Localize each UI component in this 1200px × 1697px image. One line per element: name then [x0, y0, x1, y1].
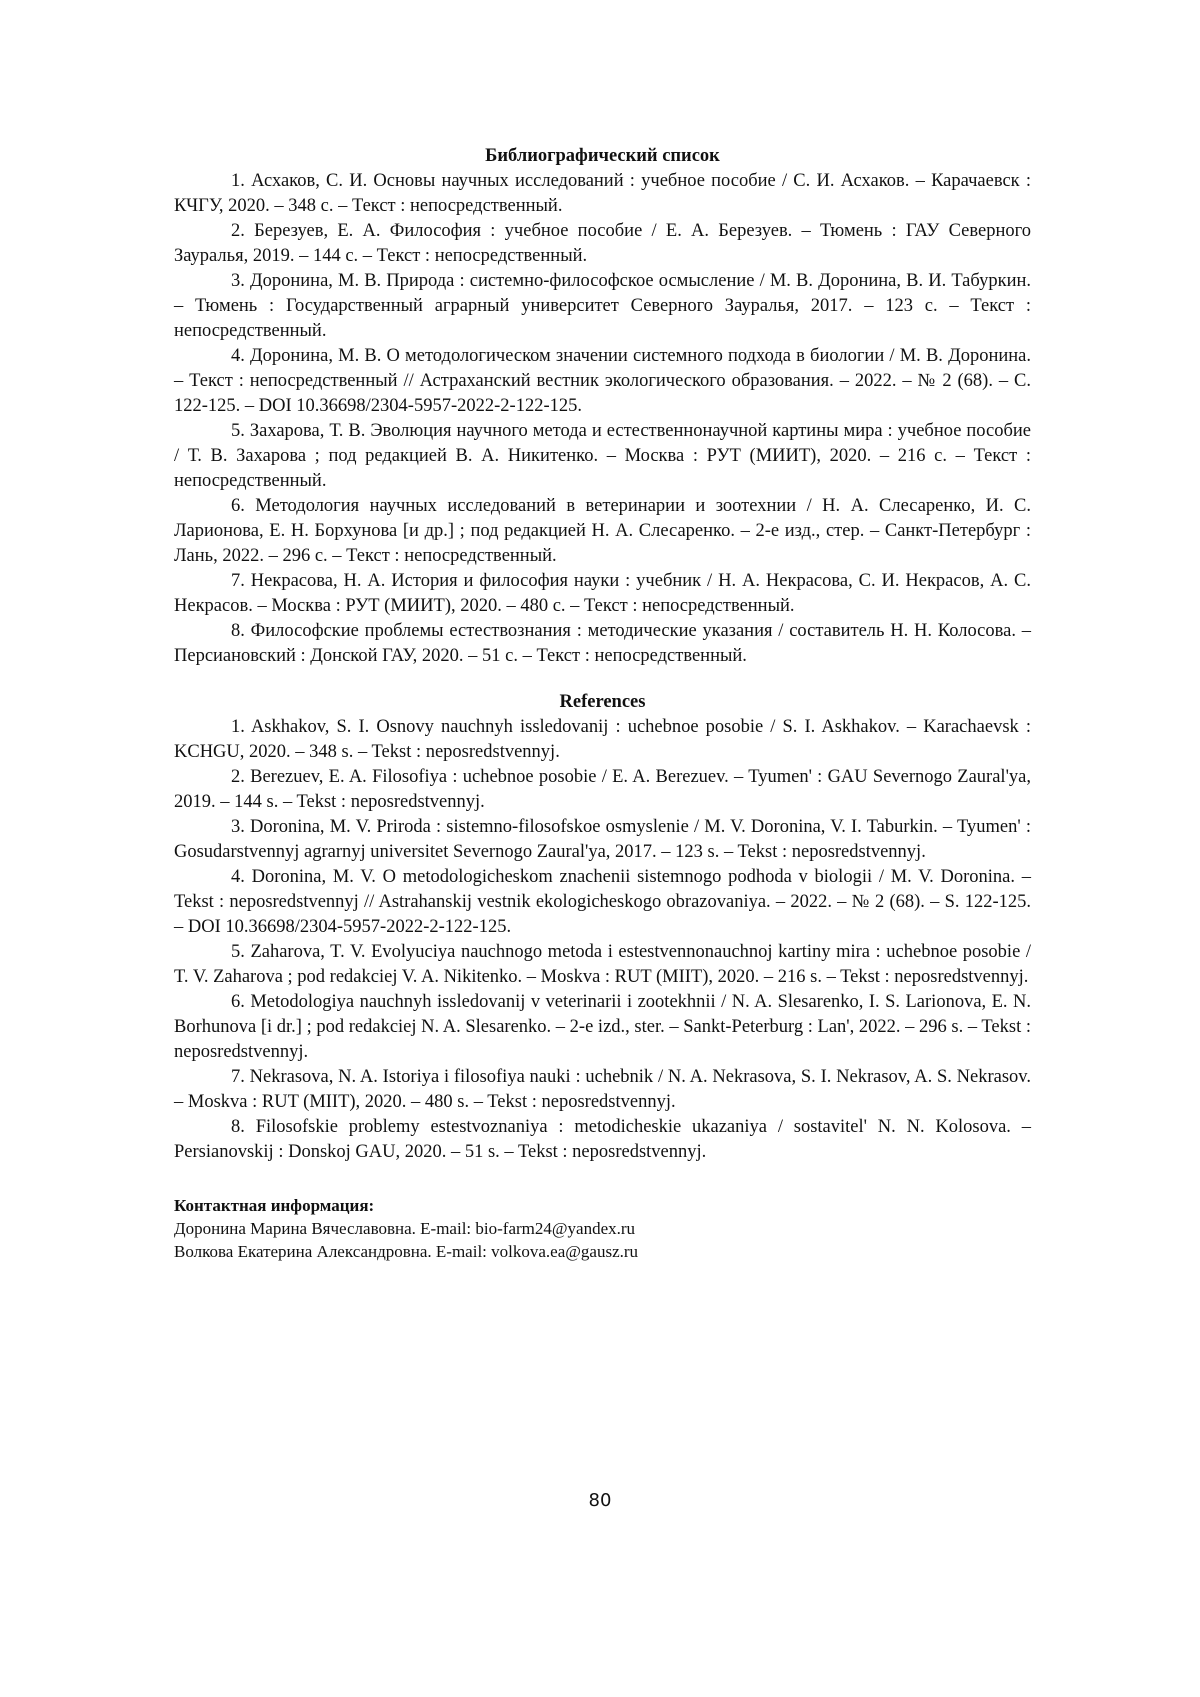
bibliography-item: 6. Методология научных исследований в ветеринарии и зоотехнии / Н. А. Слесаренко, И. С. Ларионова, Е. Н. Борхунова [и др.] ; под редакцией Н. А. Слесаренко. – 2-е изд., стер. – Санкт-Петербург : Лань, 2022. – 296 с. – Текст : непосредственный.: [174, 496, 1031, 566]
reference-item: 7. Nekrasova, N. A. Istoriya i filosofiya nauki : uchebnik / N. A. Nekrasova, S. I. Nekrasov, A. S. Nekrasov. – Moskva : RUT (MIIT), 2020. – 480 s. – Tekst : neposredstvennyj.: [174, 1067, 1031, 1112]
bibliography-item: 7. Некрасова, Н. А. История и философия науки : учебник / Н. А. Некрасова, С. И. Некрасов, А. С. Некрасов. – Москва : РУТ (МИИТ), 2020. – 480 с. – Текст : непосредственный.: [174, 571, 1031, 616]
bibliography-list: [174, 169, 1031, 669]
bibliography-item: 2. Березуев, Е. А. Философия : учебное пособие / Е. А. Березуев. – Тюмень : ГАУ Северного Зауралья, 2019. – 144 с. – Текст : непосредственный.: [174, 221, 1031, 266]
contact-line: Волкова Екатерина Александровна. E-mail: volkova.ea@gausz.ru: [174, 1242, 639, 1261]
bibliography-item: 1. Асхаков, С. И. Основы научных исследований : учебное пособие / С. И. Асхаков. – Карачаевск : КЧГУ, 2020. – 348 с. – Текст : непосредственный.: [174, 171, 1031, 216]
reference-item: 1. Askhakov, S. I. Osnovy nauchnyh issledovanij : uchebnoe posobie / S. I. Askhakov. – Karachaevsk : KCHGU, 2020. – 348 s. – Tekst : neposredstvennyj.: [174, 717, 1031, 762]
reference-item: 2. Berezuev, E. A. Filosofiya : uchebnoe posobie / E. A. Berezuev. – Tyumen' : GAU Severnogo Zaural'ya, 2019. – 144 s. – Tekst : neposredstvennyj.: [174, 767, 1031, 812]
reference-item: 8. Filosofskie problemy estestvoznaniya : metodicheskie ukazaniya / sostavitel' N. N. Kolosova. – Persianovskij : Donskoj GAU, 2020. – 51 s. – Tekst : neposredstvennyj.: [174, 1117, 1031, 1162]
page-number: 80: [588, 1490, 612, 1511]
reference-item: 3. Doronina, M. V. Priroda : sistemno-filosofskoe osmyslenie / M. V. Doronina, V. I. Taburkin. – Tyumen' : Gosudarstvennyj agrarnyj universitet Severnogo Zaural'ya, 2017. – 123 s. – Tekst : neposredstvennyj.: [174, 817, 1031, 862]
reference-item: 5. Zaharova, T. V. Evolyuciya nauchnogo metoda i estestvennonauchnoj kartiny mira : uchebnoe posobie / T. V. Zaharova ; pod redakciej V. A. Nikitenko. – Moskva : RUT (MIIT), 2020. – 216 s. – Tekst : neposredstvennyj.: [174, 942, 1031, 987]
reference-item: 6. Metodologiya nauchnyh issledovanij v veterinarii i zootekhnii / N. A. Slesarenko, I. S. Larionova, E. N. Borhunova [i dr.] ; pod redakciej N. A. Slesarenko. – 2-e izd., ster. – Sankt-Peterburg : Lan', 2022. – 296 s. – Tekst : neposredstvennyj.: [174, 992, 1031, 1062]
contact-title: Контактная информация:: [174, 1196, 375, 1215]
bibliography-item: 4. Доронина, М. В. О методологическом значении системного подхода в биологии / М. В. Доронина. – Текст : непосредственный // Астраханский вестник экологического образования. – 2022. – № 2 (68). – С. 122-125. – DOI 10.36698/2304-5957-2022-2-122-125.: [174, 346, 1031, 416]
references-list: [174, 715, 1031, 1165]
page-content: [174, 144, 1031, 1263]
bibliography-item: 5. Захарова, Т. В. Эволюция научного метода и естественнонаучной картины мира : учебное пособие / Т. В. Захарова ; под редакцией В. А. Никитенко. – Москва : РУТ (МИИТ), 2020. – 216 с. – Текст : непосредственный.: [174, 421, 1031, 491]
references-title: References: [559, 692, 646, 712]
bibliography-item: 8. Философские проблемы естествознания : методические указания / составитель Н. Н. Колосова. – Персиановский : Донской ГАУ, 2020. – 51 с. – Текст : непосредственный.: [174, 621, 1031, 666]
bibliography-item: 3. Доронина, М. В. Природа : системно-философское осмысление / М. В. Доронина, В. И. Табуркин. – Тюмень : Государственный аграрный университет Северного Зауралья, 2017. – 123 с. – Текст : непосредственный.: [174, 271, 1031, 341]
contact-line: Доронина Марина Вячеславовна. E-mail: bio-farm24@yandex.ru: [174, 1219, 636, 1238]
contact-info: [174, 1194, 1031, 1263]
bibliography-title: Библиографический список: [485, 146, 720, 166]
reference-item: 4. Doronina, M. V. O metodologicheskom znachenii sistemnogo podhoda v biologii / M. V. Doronina. – Tekst : neposredstvennyj // Astrahanskij vestnik ekologicheskogo obrazovaniya. – 2022. – № 2 (68). – S. 122-125. – DOI 10.36698/2304-5957-2022-2-122-125.: [174, 867, 1031, 937]
